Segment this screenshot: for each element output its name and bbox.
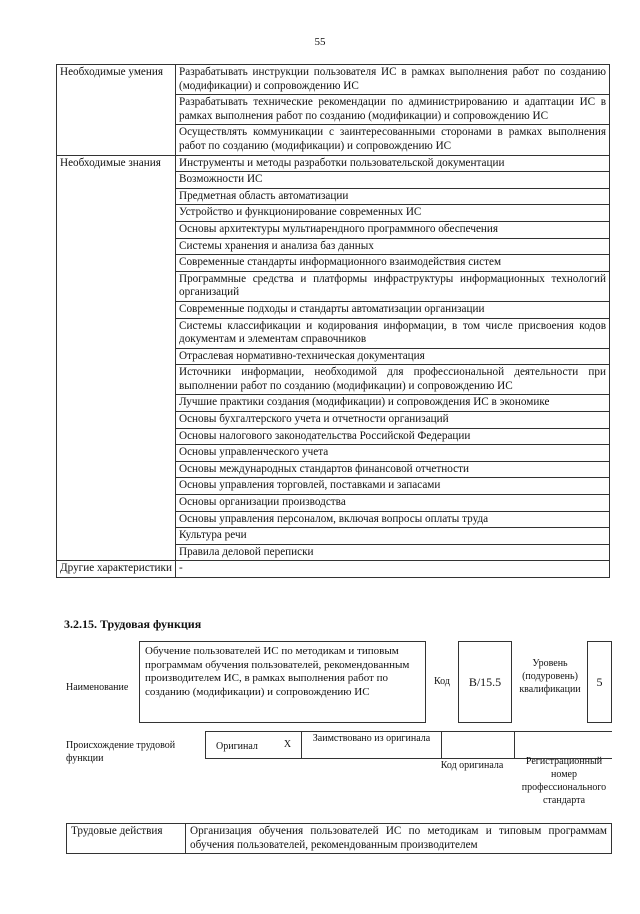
requirement-item: Программные средства и платформы инфраструктуры информационных технологий организаций: [176, 271, 610, 301]
page-number: 55: [314, 36, 326, 48]
original-cell: Оригинал: [205, 732, 301, 758]
code-label: Код: [434, 676, 450, 687]
labor-actions-table: [66, 823, 612, 854]
requirement-category: Другие характеристики: [57, 561, 176, 578]
original-mark: X: [283, 739, 292, 750]
requirement-item: Основы международных стандартов финансовой отчетности: [176, 461, 610, 478]
table-row: [67, 824, 612, 854]
origin-label: Происхождение трудовой функции: [66, 740, 176, 764]
requirement-item: Современные стандарты информационного взаимодействия систем: [176, 255, 610, 272]
requirement-item: Источники информации, необходимой для профессиональной деятельности при выполнении работ по созданию (модификации) и сопровождению ИС: [176, 365, 610, 395]
requirement-item: Устройство и функционирование современных ИС: [176, 205, 610, 222]
table-row: [57, 155, 610, 172]
requirement-item: Системы хранения и анализа баз данных: [176, 238, 610, 255]
requirement-item: Разрабатывать технические рекомендации по администрированию и адаптации ИС в рамках выполнения работ по созданию (модификации) и сопровождению ИС: [176, 95, 610, 125]
reg-number-caption: Регистрационный номер профессионального стандарта: [521, 756, 607, 806]
requirement-item: Основы управления персоналом, включая вопросы оплаты труда: [176, 511, 610, 528]
requirements-table: [56, 64, 610, 578]
requirement-item: Основы бухгалтерского учета и отчетности организаций: [176, 412, 610, 429]
requirement-item: Системы классификации и кодирования информации, в том числе присвоения кодов документам и элементам справочников: [176, 318, 610, 348]
section-heading: 3.2.15. Трудовая функция: [64, 617, 202, 631]
original-code-cell: [441, 732, 514, 758]
original-code-caption: Код оригинала: [440, 760, 504, 771]
requirement-item: Инструменты и методы разработки пользовательской документации: [176, 155, 610, 172]
requirement-item: Осуществлять коммуникации с заинтересованными сторонами в рамках выполнения работ по созданию (модификации) и сопровождению ИС: [176, 125, 610, 155]
level-label: Уровень (подуровень) квалификации: [519, 658, 581, 695]
requirement-item: Основы управления торговлей, поставками и запасами: [176, 478, 610, 495]
requirement-item: Культура речи: [176, 528, 610, 545]
requirement-item: Отраслевая нормативно-техническая документация: [176, 348, 610, 365]
requirement-item: Основы архитектуры мультиарендного программного обеспечения: [176, 221, 610, 238]
code-box: B/15.5: [458, 641, 512, 723]
requirement-item: Основы налогового законодательства Российской Федерации: [176, 428, 610, 445]
requirement-category: Необходимые умения: [57, 65, 176, 156]
requirement-item: Основы организации производства: [176, 495, 610, 512]
requirement-item: Лучшие практики создания (модификации) и сопровождения ИС в экономике: [176, 395, 610, 412]
requirement-category: Необходимые знания: [57, 155, 176, 561]
requirement-item: Предметная область автоматизации: [176, 188, 610, 205]
requirement-item: Правила деловой переписки: [176, 544, 610, 561]
requirement-item: Разрабатывать инструкции пользователя ИС в рамках выполнения работ по созданию (модификации) и сопровождению ИС: [176, 65, 610, 95]
table-row: [57, 561, 610, 578]
labor-actions-label: Трудовые действия: [67, 824, 186, 854]
level-box: 5: [587, 641, 612, 723]
requirement-item: Современные подходы и стандарты автоматизации организации: [176, 301, 610, 318]
labor-actions-text: Организация обучения пользователей ИС по методикам и типовым программам обучения пользователей, рекомендованным производителем: [186, 824, 612, 854]
requirement-item: Основы управленческого учета: [176, 445, 610, 462]
name-label: Наименование: [66, 682, 129, 693]
table-row: [57, 65, 610, 95]
borrowed-cell: Заимствовано из оригинала: [301, 732, 441, 758]
requirement-item: Возможности ИС: [176, 172, 610, 189]
requirement-item: -: [176, 561, 610, 578]
function-name-box: Обучение пользователей ИС по методикам и типовым программам обучения пользователей, рекомендованным производителем ИС, в рамках выполнения работ по созданию (модификации) и сопровождению ИС: [139, 641, 426, 723]
